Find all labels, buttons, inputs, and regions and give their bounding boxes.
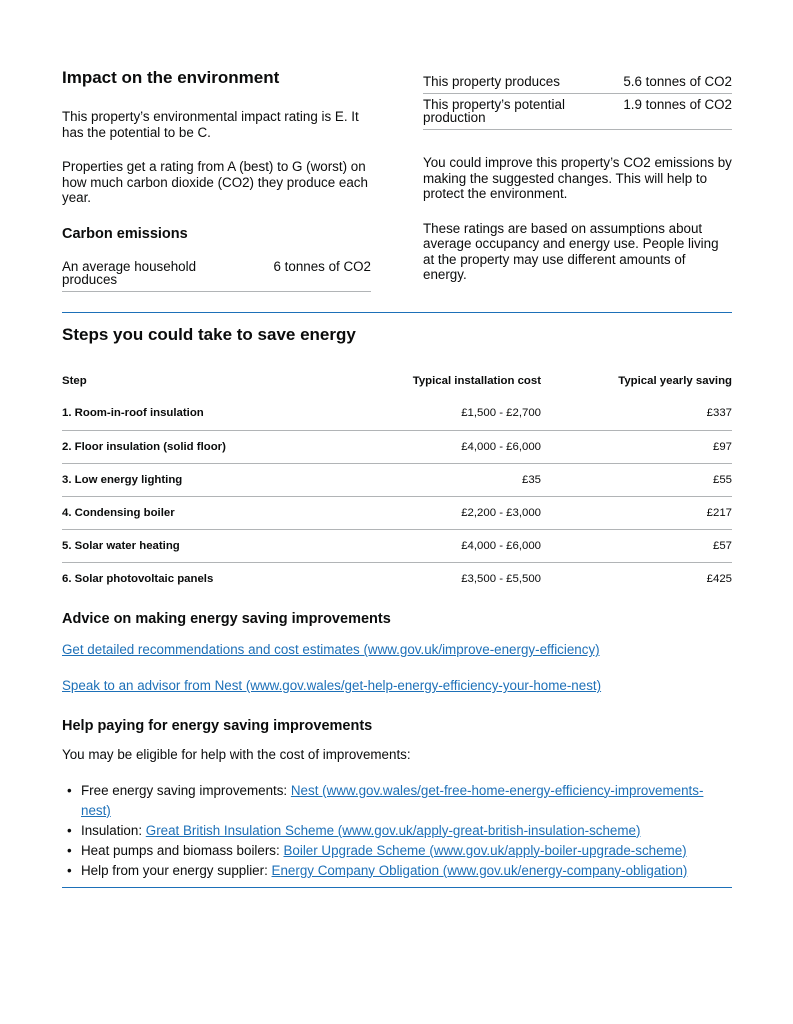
table-row [62,397,732,430]
table-row [62,529,732,562]
step-cost: £4,000 - £6,000 [392,430,541,463]
steps-title: Steps you could take to save energy [62,325,356,344]
table-row [62,463,732,496]
list-item [62,861,732,881]
step-cost: £4,000 - £6,000 [392,529,541,562]
step-cost: £1,500 - £2,700 [461,407,541,420]
step-saving: £217 [541,496,732,529]
environment-rating-text: This property’s environmental impact rating is E. It has the potential to be C. [62,109,359,140]
step-saving: £337 [706,407,732,420]
steps-table [62,364,732,595]
average-household-value: 6 tonnes of CO2 [273,258,371,274]
step-cost: £3,500 - £5,500 [392,562,541,595]
bullet-icon: • [67,822,72,838]
help-paying-section [62,717,732,881]
environment-title: Impact on the environment [62,68,280,87]
step-saving: £57 [541,529,732,562]
list-item [62,781,732,821]
emissions-summary [423,72,732,283]
property-produces-value: 5.6 tonnes of CO2 [623,74,732,89]
list-item [62,821,732,841]
help-item-prefix: Help from your energy supplier: [81,862,268,878]
advice-title: Advice on making energy saving improvements [62,611,391,627]
step-column-header: Step [62,374,87,387]
saving-column-header: Typical yearly saving [618,374,732,387]
improve-energy-efficiency-link[interactable]: Get detailed recommendations and cost estimates (www.gov.uk/improve-energy-efficiency) [62,642,600,657]
step-name: 2. Floor insulation (solid floor) [62,430,392,463]
carbon-emissions-heading: Carbon emissions [62,225,188,242]
improve-text: You could improve this property’s CO2 emissions by making the suggested changes. This will help to protect the environment. [423,155,732,201]
average-household-label: An average household produces [62,258,197,287]
potential-production-value: 1.9 tonnes of CO2 [623,97,732,112]
help-paying-intro: You may be eligible for help with the cost of improvements: [62,747,411,762]
environment-section [62,68,371,292]
step-name: 4. Condensing boiler [62,496,392,529]
step-name: 6. Solar photovoltaic panels [62,562,392,595]
help-paying-title: Help paying for energy saving improvements [62,718,373,734]
table-row [62,562,732,595]
section-divider-top [62,312,732,313]
step-cost: £35 [392,463,541,496]
assumptions-text: These ratings are based on assumptions about average occupancy and energy use. People living at the property may use different amounts of energy. [423,220,719,282]
step-saving: £425 [541,562,732,595]
step-cost: £2,200 - £3,000 [392,496,541,529]
potential-production-label: This property’s potential production [423,97,565,125]
property-produces-label: This property produces [423,74,560,89]
cost-column-header: Typical installation cost [412,374,541,387]
average-household-row [62,260,371,292]
property-produces-row [423,72,732,94]
nest-free-improvements-link[interactable]: Nest (www.gov.wales/get-free-home-energy-efficiency-improvements-nest) [81,782,704,818]
potential-production-row [423,94,732,130]
insulation-scheme-link[interactable]: Great British Insulation Scheme (www.gov.uk/apply-great-british-insulation-scheme) [145,822,641,838]
help-item-prefix: Heat pumps and biomass boilers: [81,842,280,858]
help-item-prefix: Insulation: [81,822,143,838]
bullet-icon: • [67,862,72,878]
step-name: 1. Room-in-roof insulation [62,407,204,420]
help-item-prefix: Free energy saving improvements: [81,782,288,798]
bullet-icon: • [67,782,72,798]
environment-rating-explainer: Properties get a rating from A (best) to G (worst) on how much carbon dioxide (CO2) they produce each year. [62,159,368,205]
energy-company-obligation-link[interactable]: Energy Company Obligation (www.gov.uk/energy-company-obligation) [271,862,688,878]
section-divider-bottom [62,887,732,888]
list-item [62,841,732,861]
epc-page [62,0,732,1024]
advice-section [62,610,732,713]
steps-header-row [62,364,732,397]
step-name: 3. Low energy lighting [62,463,392,496]
help-list [62,781,732,881]
bullet-icon: • [67,842,72,858]
step-saving: £55 [541,463,732,496]
table-row [62,430,732,463]
boiler-upgrade-scheme-link[interactable]: Boiler Upgrade Scheme (www.gov.uk/apply-boiler-upgrade-scheme) [283,842,687,858]
table-row [62,496,732,529]
step-name: 5. Solar water heating [62,529,392,562]
step-saving: £97 [541,430,732,463]
nest-advisor-link[interactable]: Speak to an advisor from Nest (www.gov.wales/get-help-energy-efficiency-your-home-nest) [62,678,602,693]
